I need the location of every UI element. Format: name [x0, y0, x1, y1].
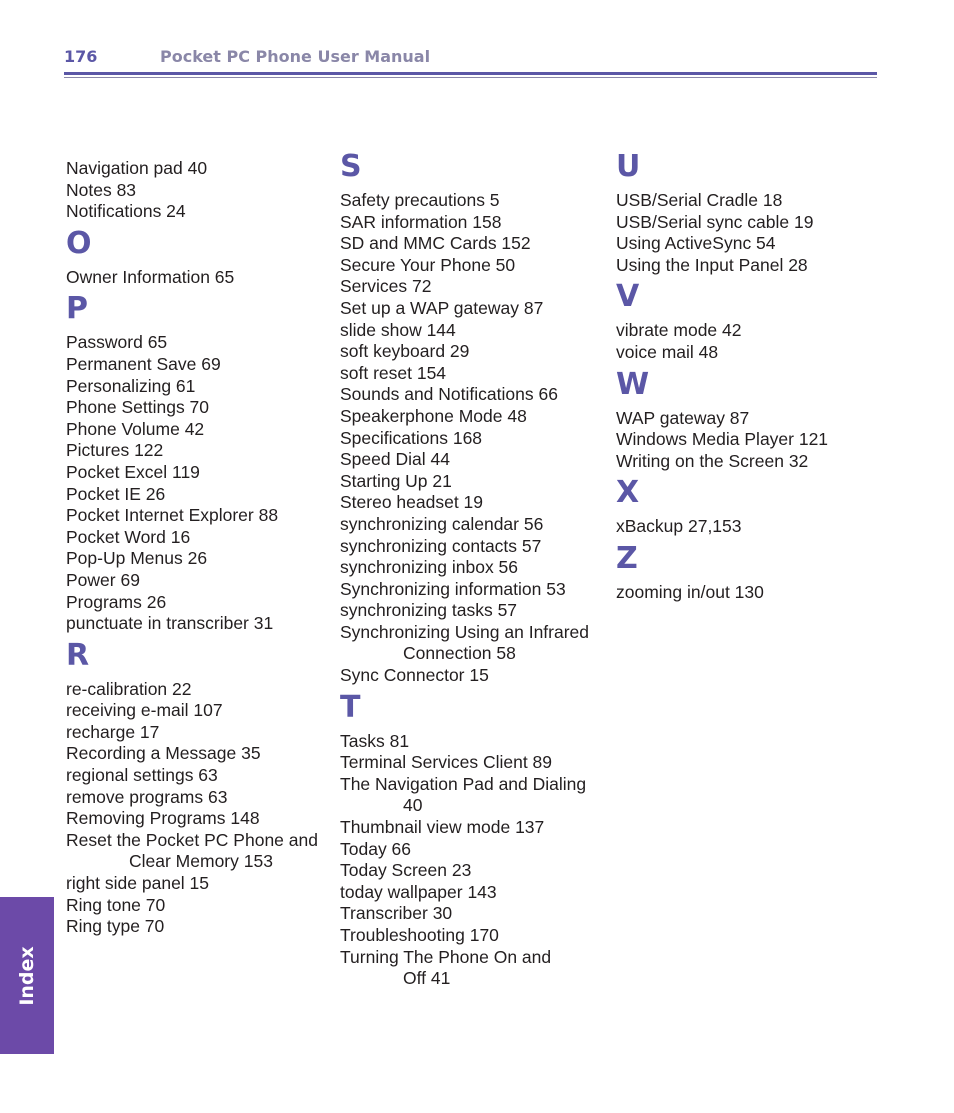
index-entry-continuation: Clear Memory 153 — [129, 851, 273, 872]
index-entry: Sync Connector 15 — [340, 665, 489, 686]
index-entry — [66, 830, 336, 873]
index-entry: Ring tone 70 — [66, 894, 166, 915]
index-entry: USB/Serial sync cable 19 — [616, 211, 814, 232]
section-letter: W — [616, 366, 650, 402]
index-column-1 — [66, 158, 336, 938]
index-section-t — [340, 691, 610, 990]
index-entry: Specifications 168 — [340, 427, 483, 448]
section-letter: O — [66, 225, 92, 261]
index-entry: Windows Media Player 121 — [616, 429, 829, 450]
section-letter: P — [66, 291, 88, 327]
index-entry — [340, 774, 610, 817]
index-column-3 — [616, 150, 886, 604]
index-entry: SAR information 158 — [340, 211, 502, 232]
section-letter: V — [616, 279, 640, 315]
index-entry-continuation: Off 41 — [403, 968, 451, 989]
index-entry-main: The Navigation Pad and Dialing — [340, 773, 587, 794]
section-letter: X — [616, 475, 640, 511]
section-letter: Z — [616, 540, 638, 576]
index-entry: soft reset 154 — [340, 362, 447, 383]
index-entry: Today Screen 23 — [340, 860, 472, 881]
index-entry: synchronizing tasks 57 — [340, 600, 518, 621]
index-entry: Recording a Message 35 — [66, 743, 261, 764]
section-letter: T — [340, 689, 361, 725]
index-section-p — [66, 292, 336, 634]
index-entry: punctuate in transcriber 31 — [66, 613, 274, 634]
header-rule-thin — [64, 77, 877, 78]
index-entry — [340, 947, 610, 990]
index-entry: right side panel 15 — [66, 873, 210, 894]
index-entry: voice mail 48 — [616, 341, 719, 362]
index-entry: Speed Dial 44 — [340, 449, 450, 470]
index-entry: Pocket IE 26 — [66, 483, 166, 504]
index-section-v — [616, 280, 886, 363]
index-entry: Transcriber 30 — [340, 903, 453, 924]
index-entry: Personalizing 61 — [66, 375, 196, 396]
section-letter: U — [616, 149, 641, 184]
manual-title: Pocket PC Phone User Manual — [160, 47, 431, 66]
index-entry: Phone Volume 42 — [66, 418, 205, 439]
index-entry: Removing Programs 148 — [66, 808, 260, 829]
index-entry-continuation: 40 — [403, 795, 423, 816]
index-section-r — [66, 639, 336, 938]
index-entry: today wallpaper 143 — [340, 881, 497, 902]
index-entry: receiving e-mail 107 — [66, 700, 223, 721]
index-section-s — [340, 150, 610, 687]
index-entry: Pocket Internet Explorer 88 — [66, 505, 279, 526]
index-entry: Ring type 70 — [66, 916, 165, 937]
side-tab-label: Index — [16, 945, 38, 1006]
index-entry: Pocket Word 16 — [66, 526, 191, 547]
index-entry: Password 65 — [66, 332, 168, 353]
page-number: 176 — [64, 47, 98, 66]
index-entry: Speakerphone Mode 48 — [340, 405, 527, 426]
index-entry: Notifications 24 — [66, 201, 186, 222]
index-entry: Troubleshooting 170 — [340, 925, 499, 945]
index-entry: Tasks 81 — [340, 730, 410, 751]
index-entry: synchronizing inbox 56 — [340, 557, 519, 578]
index-entry: SD and MMC Cards 152 — [340, 233, 531, 254]
index-entry: Starting Up 21 — [340, 470, 452, 491]
index-entry: Using ActiveSync 54 — [616, 233, 776, 254]
index-entry: Set up a WAP gateway 87 — [340, 297, 544, 318]
index-entry: Notes 83 — [66, 179, 137, 200]
index-entry-main: Synchronizing Using an Infrared — [340, 621, 590, 642]
index-entry: Sounds and Notifications 66 — [340, 384, 558, 405]
index-entry: Stereo headset 19 — [340, 492, 484, 513]
index-column-2 — [340, 150, 610, 990]
index-entry: Terminal Services Client 89 — [340, 752, 553, 773]
header-rule — [64, 72, 877, 75]
section-letter: R — [66, 637, 90, 673]
index-entry: slide show 144 — [340, 319, 456, 340]
index-entry: Safety precautions 5 — [340, 190, 500, 210]
index-entry: recharge 17 — [66, 721, 160, 742]
index-entry: zooming in/out 130 — [616, 581, 764, 602]
index-entry: Pop-Up Menus 26 — [66, 548, 208, 569]
index-entry: Pocket Excel 119 — [66, 461, 200, 482]
index-entry: re-calibration 22 — [66, 678, 192, 699]
index-entry: soft keyboard 29 — [340, 341, 470, 362]
index-entry: Using the Input Panel 28 — [616, 254, 808, 275]
index-section-continued — [66, 158, 336, 223]
index-section-u — [616, 150, 886, 276]
index-entry: Secure Your Phone 50 — [340, 254, 516, 275]
index-section-z — [616, 542, 886, 604]
index-entry: remove programs 63 — [66, 786, 228, 807]
index-entry: synchronizing contacts 57 — [340, 535, 542, 556]
index-entry: Writing on the Screen 32 — [616, 450, 809, 471]
index-entry: Pictures 122 — [66, 440, 164, 461]
index-entry: Thumbnail view mode 137 — [340, 817, 545, 838]
index-entry: Programs 26 — [66, 591, 167, 612]
index-entry: Synchronizing information 53 — [340, 578, 566, 599]
index-section-o — [66, 227, 336, 289]
index-section-x — [616, 476, 886, 538]
index-section-w — [616, 368, 886, 473]
index-entry: Owner Information 65 — [66, 266, 235, 287]
index-entry: WAP gateway 87 — [616, 407, 750, 428]
index-entry: USB/Serial Cradle 18 — [616, 190, 783, 210]
index-entry: Navigation pad 40 — [66, 158, 208, 178]
index-entry: synchronizing calendar 56 — [340, 513, 544, 534]
index-entry: Services 72 — [340, 276, 432, 297]
index-entry: Phone Settings 70 — [66, 397, 210, 418]
index-entry: Permanent Save 69 — [66, 353, 221, 374]
index-entry: Today 66 — [340, 838, 412, 859]
index-entry: vibrate mode 42 — [616, 320, 742, 341]
index-entry-continuation: Connection 58 — [403, 643, 516, 664]
index-entry — [340, 622, 610, 665]
index-entry-main: Reset the Pocket PC Phone and — [66, 829, 318, 850]
index-entry: Power 69 — [66, 569, 140, 590]
index-entry-main: Turning The Phone On and — [340, 946, 552, 967]
section-letter: S — [340, 149, 362, 184]
index-entry: regional settings 63 — [66, 765, 218, 786]
index-side-tab[interactable] — [0, 897, 54, 1054]
index-entry: xBackup 27,153 — [616, 516, 742, 537]
